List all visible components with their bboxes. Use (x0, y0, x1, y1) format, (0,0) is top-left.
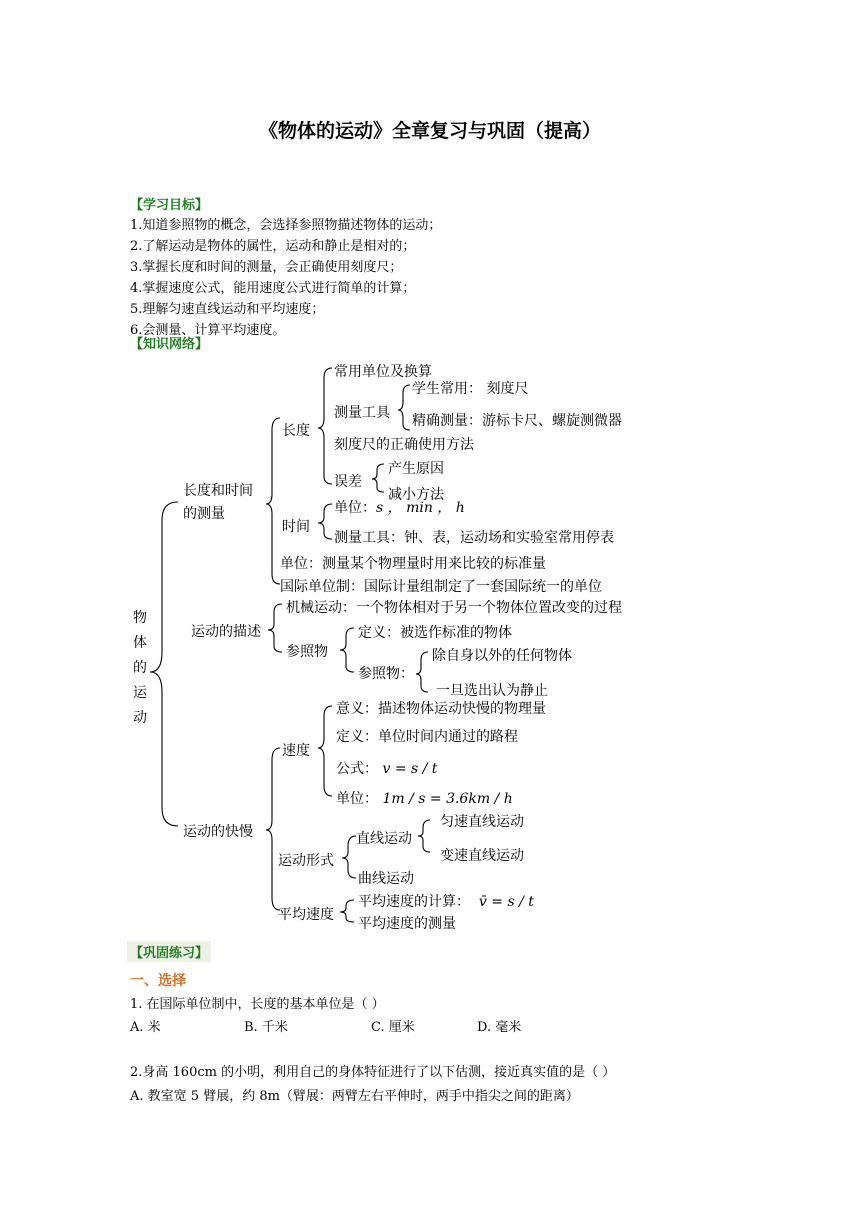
node-reference: 参照物 (286, 644, 328, 660)
node-speed: 速度 (282, 743, 310, 759)
node-measure: 长度和时间 (183, 483, 253, 499)
q1-option-b: B. 千米 (244, 1020, 288, 1035)
q1-option-d: D. 毫米 (477, 1020, 522, 1035)
node-speed-formula: 公式： v = s / t (336, 761, 438, 777)
q1-option-a: A. 米 (130, 1020, 161, 1035)
node-describe: 运动的描述 (191, 624, 261, 640)
node-unit-def: 单位：测量某个物理量时用来比较的标准量 (280, 556, 546, 572)
node-straight: 直线运动 (356, 831, 412, 847)
goal-item: 3.掌握长度和时间的测量，会正确使用刻度尺； (130, 260, 403, 275)
node-time: 时间 (282, 519, 310, 535)
goal-item: 2.了解运动是物体的属性，运动和静止是相对的； (130, 239, 416, 254)
node-avg-calc: 平均速度的计算： v̄ = s / t (358, 894, 534, 910)
node-variable: 变速直线运动 (440, 848, 524, 864)
q2-option-a: A. 教室宽 5 臂展，约 8m（臂展：两臂左右平伸时，两手中指尖之间的距离） (130, 1089, 579, 1104)
node-tool: 测量工具 (334, 405, 390, 421)
network-heading: 【知识网络】 (130, 337, 209, 352)
section-choice: 一、选择 (130, 973, 186, 989)
node-ref-b: 一旦选出认为静止 (436, 683, 548, 699)
root-label: 物 体 的 运 动 (133, 610, 147, 726)
node-speed-meaning: 意义：描述物体运动快慢的物理量 (336, 701, 546, 717)
node-measure-2: 的测量 (183, 506, 225, 522)
node-unit-conversion: 常用单位及换算 (334, 364, 432, 380)
node-ref-def: 定义：被选作标准的物体 (358, 625, 512, 641)
node-ref-a: 除自身以外的任何物体 (432, 648, 572, 664)
node-length: 长度 (282, 423, 310, 439)
node-ref-obj: 参照物： (358, 666, 414, 682)
node-si: 国际单位制：国际计量组制定了一套国际统一的单位 (280, 579, 602, 595)
question-1: 1. 在国际单位制中，长度的基本单位是（ ） (130, 997, 385, 1012)
node-tool-student: 学生常用： 刻度尺 (412, 381, 529, 397)
node-error-reduce: 减小方法 (388, 487, 444, 503)
question-2: 2.身高 160cm 的小明，利用自己的身体特征进行了以下估测，接近真实值的是（ ） (130, 1065, 616, 1080)
goals-heading: 【学习目标】 (130, 198, 209, 213)
goal-item: 4.掌握速度公式，能用速度公式进行简单的计算； (130, 281, 416, 296)
page-title: 《物体的运动》全章复习与巩固（提高） (258, 120, 601, 142)
node-tool-precise: 精确测量：游标卡尺、螺旋测微器 (412, 413, 622, 429)
node-uniform: 匀速直线运动 (440, 814, 524, 830)
q1-option-c: C. 厘米 (371, 1020, 415, 1035)
node-curve: 曲线运动 (358, 871, 414, 887)
node-forms: 运动形式 (278, 853, 334, 869)
goal-item: 1.知道参照物的概念，会选择参照物描述物体的运动； (130, 218, 442, 233)
node-speed-def: 定义：单位时间内通过的路程 (336, 729, 518, 745)
practice-heading: 【巩固练习】 (127, 941, 211, 962)
node-time-tool: 测量工具：钟、表，运动场和实验室常用停表 (334, 530, 614, 546)
node-error: 误差 (334, 474, 362, 490)
node-speed-part: 运动的快慢 (183, 824, 253, 840)
goal-item: 5.理解匀速直线运动和平均速度； (130, 302, 325, 317)
node-error-cause: 产生原因 (388, 461, 444, 477)
node-avg-measure: 平均速度的测量 (358, 916, 456, 932)
node-avg: 平均速度 (278, 907, 334, 923)
node-mechanical: 机械运动：一个物体相对于另一个物体位置改变的过程 (286, 600, 622, 616)
node-time-unit: 单位：s ， min ， h (334, 500, 465, 516)
node-ruler-use: 刻度尺的正确使用方法 (334, 437, 474, 453)
goal-item: 6.会测量、计算平均速度。 (130, 323, 286, 338)
node-speed-unit: 单位： 1m / s = 3.6km / h (336, 791, 513, 807)
